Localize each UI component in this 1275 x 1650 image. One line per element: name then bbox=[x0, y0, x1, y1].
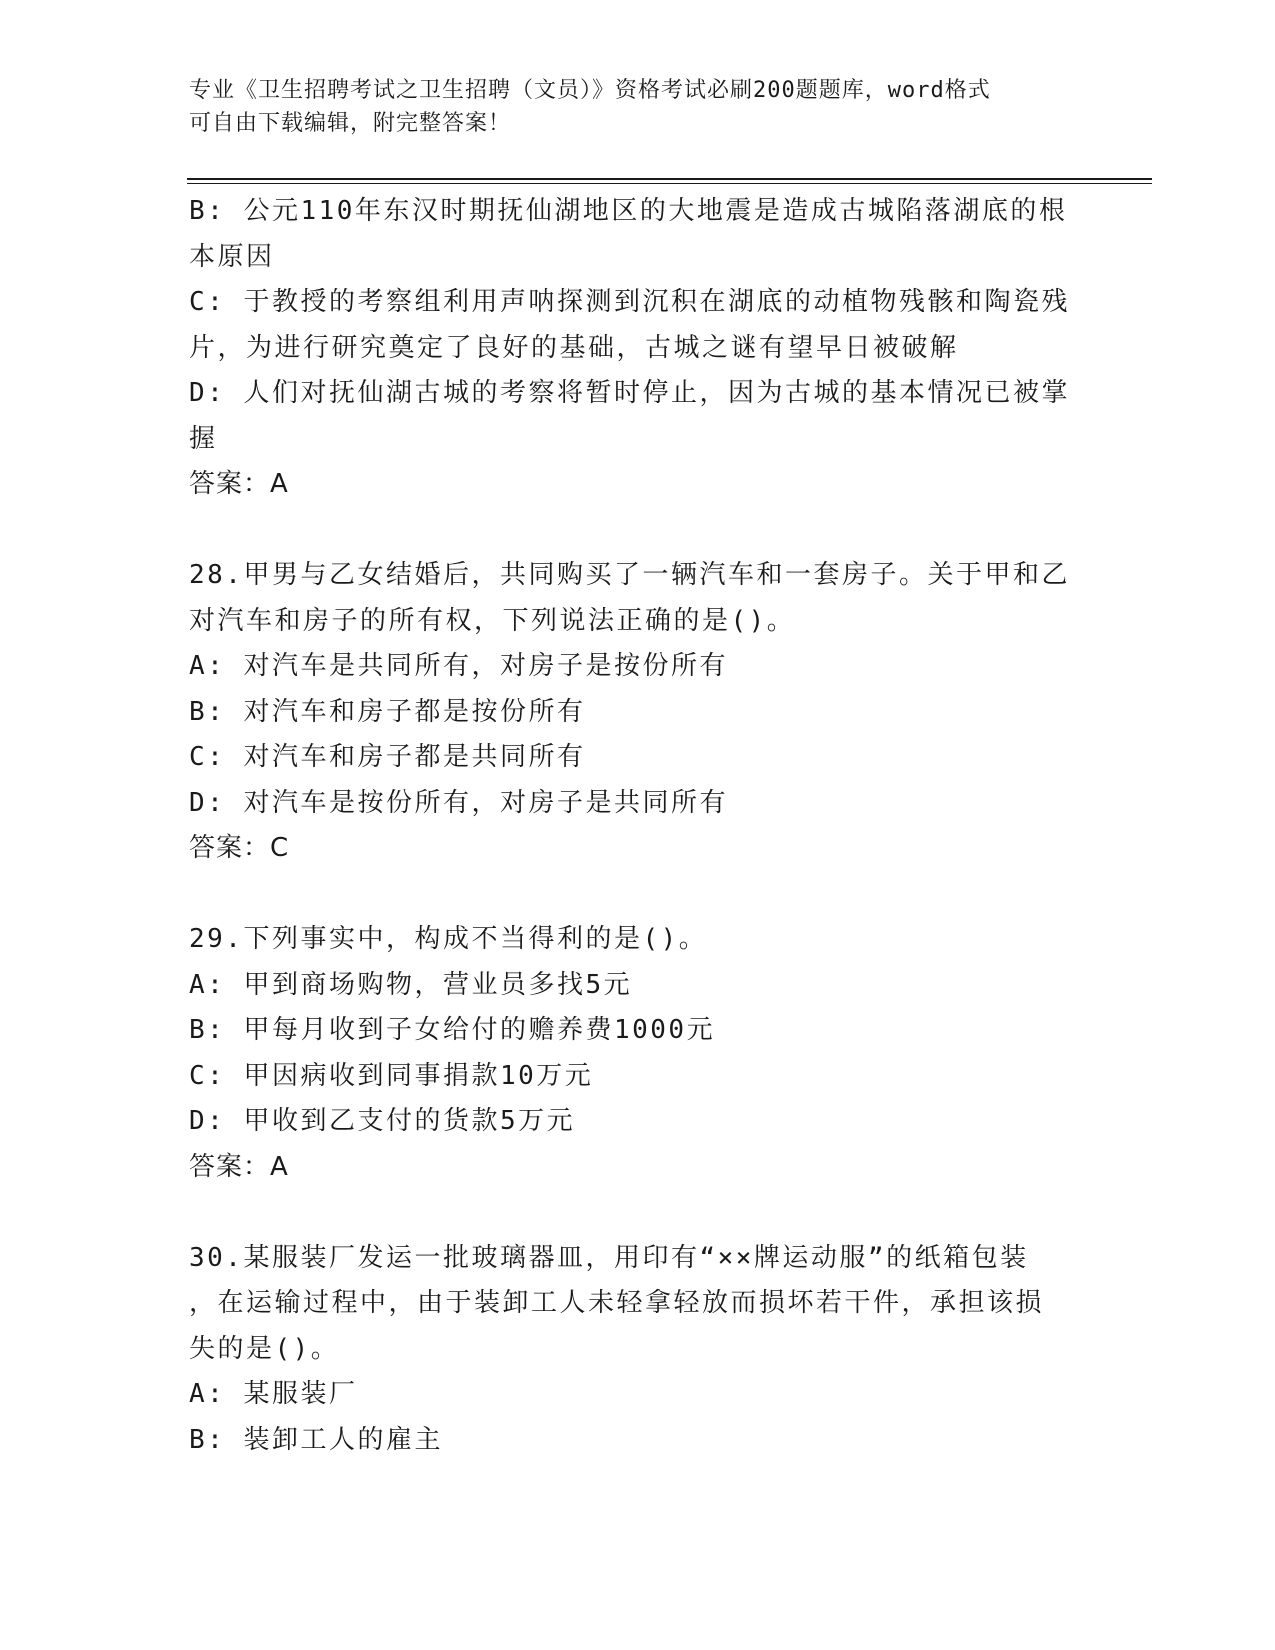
q27-option-b-line-1: B: 公元110年东汉时期抚仙湖地区的大地震是造成古城陷落湖底的根 bbox=[189, 196, 1068, 226]
q27-option-c-line-1: C: 于教授的考察组利用声呐探测到沉积在湖底的动植物残骸和陶瓷残 bbox=[189, 287, 1070, 317]
q27-option-b-line-2: 本原因 bbox=[189, 241, 275, 272]
q29-stem: 29.下列事实中，构成不当得利的是()。 bbox=[189, 924, 708, 954]
q30-stem-line-2: ，在运输过程中，由于装卸工人未轻拿轻放而损坏若干件，承担该损 bbox=[189, 1288, 1045, 1318]
q29-option-a: A: 甲到商场购物，营业员多找5元 bbox=[189, 969, 633, 1000]
q28-option-c: C: 对汽车和房子都是共同所有 bbox=[189, 742, 586, 772]
q28-option-b: B: 对汽车和房子都是按份所有 bbox=[189, 696, 586, 727]
header-title-line-2: 可自由下载编辑，附完整答案！ bbox=[189, 111, 512, 136]
question-28 bbox=[189, 553, 1089, 872]
q29-option-b: B: 甲每月收到子女给付的赡养费1000元 bbox=[189, 1015, 716, 1045]
q27-option-d-line-2: 握 bbox=[189, 423, 218, 454]
q29-answer: 答案：A bbox=[189, 1151, 289, 1182]
header-divider-thin bbox=[187, 183, 1152, 184]
q27-option-d-line-1: D: 人们对抚仙湖古城的考察将暂时停止，因为古城的基本情况已被掌 bbox=[189, 378, 1070, 408]
q28-stem-line-2: 对汽车和房子的所有权，下列说法正确的是()。 bbox=[189, 605, 796, 636]
q30-option-b: B: 装卸工人的雇主 bbox=[189, 1424, 443, 1455]
q30-option-a: A: 某服装厂 bbox=[189, 1379, 358, 1409]
document-header bbox=[189, 74, 1069, 140]
q29-option-d: D: 甲收到乙支付的货款5万元 bbox=[189, 1106, 576, 1136]
q28-answer: 答案：C bbox=[189, 833, 290, 863]
q28-option-a: A: 对汽车是共同所有，对房子是按份所有 bbox=[189, 651, 728, 681]
spacer bbox=[189, 1190, 1089, 1236]
q30-stem-line-1: 30.某服装厂发运一批玻璃器皿，用印有“××牌运动服”的纸箱包装 bbox=[189, 1242, 1029, 1273]
q28-option-d: D: 对汽车是按份所有，对房子是共同所有 bbox=[189, 787, 728, 818]
question-content bbox=[189, 189, 1089, 1463]
header-title-line-1: 专业《卫生招聘考试之卫生招聘（文员）》资格考试必刷200题题库，word格式 bbox=[189, 78, 991, 103]
q27-answer: 答案：A bbox=[189, 469, 289, 499]
q30-stem-line-3: 失的是()。 bbox=[189, 1333, 340, 1364]
header-divider-thick bbox=[187, 178, 1152, 180]
spacer bbox=[189, 508, 1089, 554]
spacer bbox=[189, 872, 1089, 918]
question-29 bbox=[189, 917, 1089, 1190]
q27-option-c-line-2: 片，为进行研究奠定了良好的基础，古城之谜有望早日被破解 bbox=[189, 332, 959, 363]
question-30 bbox=[189, 1236, 1089, 1464]
q28-stem-line-1: 28.甲男与乙女结婚后，共同购买了一辆汽车和一套房子。关于甲和乙 bbox=[189, 560, 1070, 590]
q29-option-c: C: 甲因病收到同事捐款10万元 bbox=[189, 1060, 594, 1091]
question-27-remainder bbox=[189, 189, 1089, 508]
